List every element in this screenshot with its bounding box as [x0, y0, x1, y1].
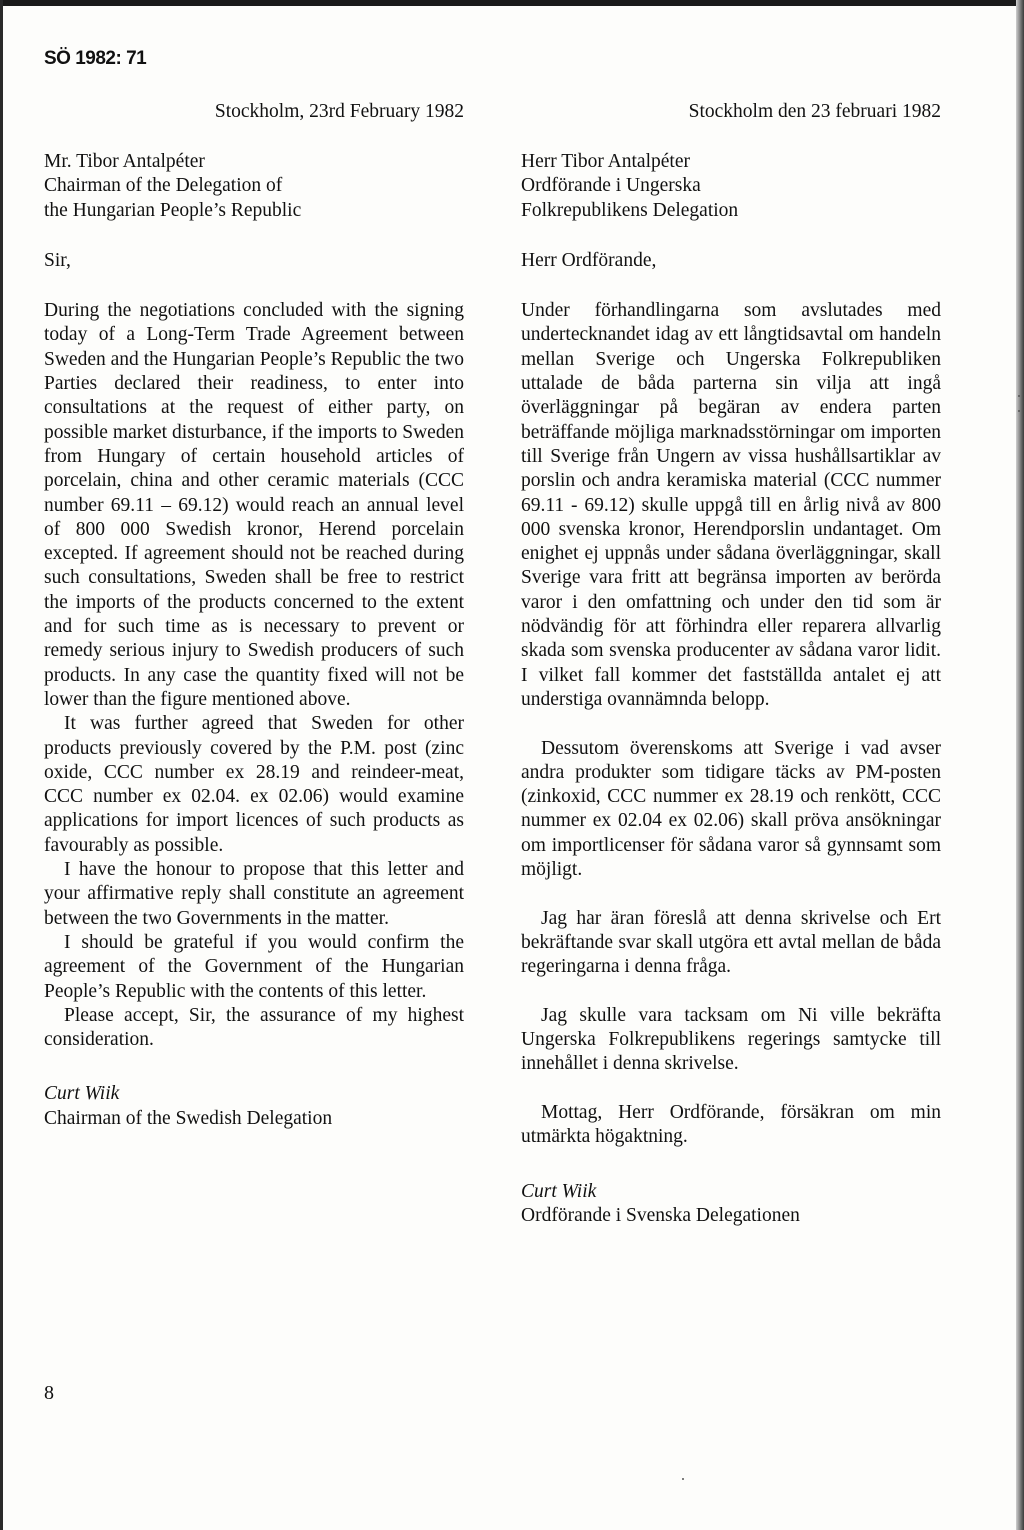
page-number: 8 [44, 1382, 54, 1404]
swedish-salutation: Herr Ordförande, [521, 249, 657, 271]
swedish-letter [521, 100, 941, 1228]
english-paragraph: It was further agreed that Sweden for other products previously covered by the P.M. post (zinc oxide, CCC number ex 28.19 and reindeer-meat, CCC number ex 02.04. ex 02.06) would examine applications for import licences of such products as favourably as possible. [44, 713, 464, 856]
swedish-signatory-title: Ordförande i Svenska Delegationen [521, 1204, 800, 1226]
swedish-signatory-name: Curt Wiik [521, 1180, 597, 1202]
english-signature [44, 1082, 464, 1131]
swedish-body [521, 299, 941, 1149]
swedish-address-line: Herr Tibor Antalpéter [521, 151, 690, 172]
english-body [44, 299, 464, 1052]
scan-edge-left [0, 0, 3, 1530]
english-paragraph: Please accept, Sir, the assurance of my highest consideration. [44, 1004, 464, 1051]
scan-edge-right [1016, 0, 1024, 1530]
english-address-line: Chairman of the Delegation of [44, 175, 283, 197]
english-signatory-name: Curt Wiik [44, 1083, 120, 1105]
scan-speck [1018, 410, 1020, 412]
english-address [44, 150, 464, 223]
swedish-paragraph: Jag har äran föreslå att denna skrivelse och Ert bekräftande svar skall utgöra ett avtal mellan de båda regeringarna i denna fråga. [521, 907, 941, 978]
swedish-paragraph: Dessutom överenskoms att Sverige i vad avser andra produkter som tidigare täcks av PM-posten (zinkoxid, CCC nummer ex 28.19 och renkött, CCC nummer ex 02.04 ex 02.06) skall pröva ansökningar om importlicenser för sådana varor så gynnsamt som möjligt. [521, 737, 941, 881]
scan-edge-top [0, 0, 1024, 6]
series-number: SÖ 1982: 71 [44, 48, 147, 69]
swedish-paragraph: Mottag, Herr Ordförande, försäkran om min utmärkta högaktning. [521, 1101, 941, 1148]
english-paragraph: I should be grateful if you would confirm the agreement of the Government of the Hungarian People’s Republic with the contents of this letter. [44, 931, 464, 1002]
english-paragraph: I have the honour to propose that this letter and your affirmative reply shall constitute an agreement between the two Governments in the matter. [44, 859, 464, 929]
swedish-paragraph: Under förhandlingarna som avslutades med undertecknandet idag av ett långtidsavtal om handeln mellan Sverige och Ungerska Folkrepubliken uttalade de båda parterna sin vilja att ingå överläggningar på begäran av endera parten beträffande möjliga marknadsstörningar om importen till Sverige från Ungern av vissa hushållsartiklar av porslin och andra keramiska material (CCC nummer 69.11 - 69.12) skulle uppgå till en årlig nivå av 800 000 svenska kronor, Herendporslin undantaget. Om enighet ej uppnås under sådana överläggningar, skall Sverige vara fritt att begränsa importen av berörda varor i den omfattning och under den tid som är nödvändig för att förhindra eller reparera allvarlig skada som svenska producenter av sådana varor lidit. I vilket fall kommer det fastställda antalet ej att understiga ovannämnda belopp. [521, 300, 941, 710]
english-place-date: Stockholm, 23rd February 1982 [214, 101, 464, 122]
english-letter [44, 100, 464, 1131]
swedish-address-line: Folkrepublikens Delegation [521, 199, 739, 221]
scan-speck [1018, 395, 1020, 397]
english-signatory-title: Chairman of the Swedish Delegation [44, 1107, 333, 1129]
swedish-signature [521, 1180, 941, 1229]
scan-speck [682, 1478, 684, 1480]
english-address-line: the Hungarian People’s Republic [44, 199, 302, 221]
swedish-address [521, 150, 941, 223]
swedish-address-line: Ordförande i Ungerska [521, 175, 701, 197]
swedish-paragraph: Jag skulle vara tacksam om Ni ville bekräfta Ungerska Folkrepublikens regerings samtycke till innehållet i denna skrivelse. [521, 1004, 941, 1075]
english-address-line: Mr. Tibor Antalpéter [44, 151, 205, 172]
english-paragraph: During the negotiations concluded with the signing today of a Long-Term Trade Agreement between Sweden and the Hungarian People’s Republic the two Parties declared their readiness, to enter into consultations at the request of either party, on possible market disturbance, if the imports to Sweden from Hungary of certain household articles of porcelain, china and other ceramic materials (CCC number 69.11 – 69.12) would reach an annual level of 800 000 Swedish kronor, Herend porcelain excepted. If agreement should not be reached during such consultations, Sweden shall be free to restrict the imports of the products concerned to the extent and for such time as is necessary to prevent or remedy serious injury to Swedish producers of such products. In any case the quantity fixed will not be lower than the figure mentioned above. [44, 300, 464, 710]
english-salutation: Sir, [44, 249, 71, 271]
swedish-place-date: Stockholm den 23 februari 1982 [688, 101, 941, 122]
